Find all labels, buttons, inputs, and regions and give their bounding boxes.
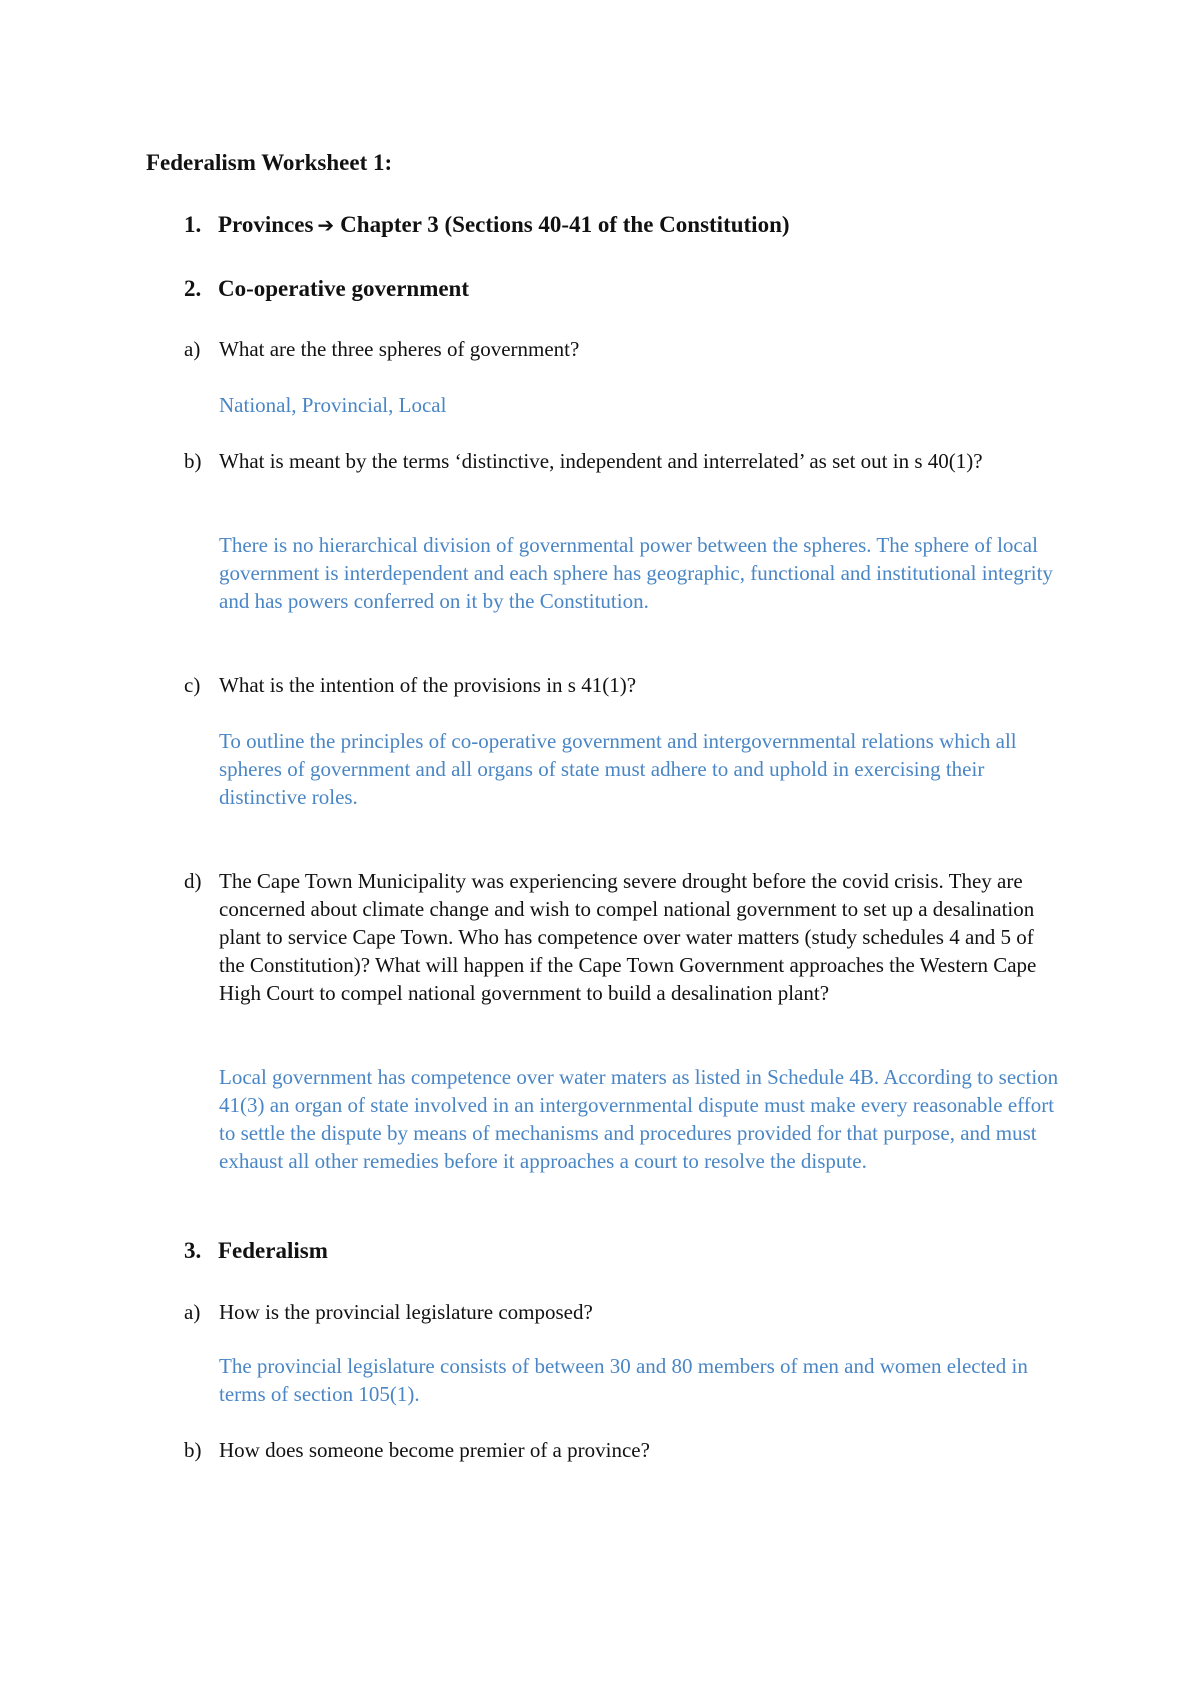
right-arrow-icon: ➔ xyxy=(317,213,335,237)
question-text: What are the three spheres of government? xyxy=(219,337,580,361)
question-2a xyxy=(184,335,1064,363)
answer-3a: The provincial legislature consists of between 30 and 80 members of men and women elected in terms of section 105(1). xyxy=(219,1354,1028,1406)
question-letter: d) xyxy=(184,869,202,893)
section-number: 2. xyxy=(184,276,202,301)
page-title: Federalism Worksheet 1: xyxy=(146,150,393,175)
section-title-end: Chapter 3 (Sections 40-41 of the Constitution) xyxy=(340,212,790,237)
answer-2a: National, Provincial, Local xyxy=(219,393,447,417)
question-letter: b) xyxy=(184,449,202,473)
section-title: Federalism xyxy=(218,1238,328,1263)
question-3a xyxy=(184,1298,1064,1326)
answer-2d: Local government has competence over water maters as listed in Schedule 4B. According to section 41(3) an organ of state involved in an intergovernmental dispute must make every reasonable effort to settle the dispute by means of mechanisms and procedures provided for that purpose, and must exhaust all other remedies before it approaches a court to resolve the dispute. xyxy=(219,1065,1059,1173)
question-text: How does someone become premier of a province? xyxy=(219,1438,650,1462)
question-text: What is the intention of the provisions in s 41(1)? xyxy=(219,673,637,697)
answer-2b: There is no hierarchical division of governmental power between the spheres. The sphere of local government is interdependent and each sphere has geographic, functional and institutional integrity and has powers conferred on it by the Constitution. xyxy=(219,533,1053,613)
answer-2c: To outline the principles of co-operative government and intergovernmental relations which all spheres of government and all organs of state must adhere to and uphold in exercising their distinctive roles. xyxy=(219,729,1017,809)
question-3b xyxy=(184,1436,1064,1464)
section-number: 3. xyxy=(184,1238,202,1263)
question-text: How is the provincial legislature composed? xyxy=(219,1300,593,1324)
question-letter: b) xyxy=(184,1438,202,1462)
section-title xyxy=(218,210,790,240)
section-title: Co-operative government xyxy=(218,276,470,301)
section-number: 1. xyxy=(184,212,202,237)
question-letter: c) xyxy=(184,673,201,697)
question-2b xyxy=(184,447,1064,475)
question-2c xyxy=(184,671,1064,699)
section-title-start: Provinces xyxy=(218,212,314,237)
question-letter: a) xyxy=(184,337,201,361)
question-2d xyxy=(184,867,1064,1007)
question-text: The Cape Town Municipality was experiencing severe drought before the covid crisis. They are concerned about climate change and wish to compel national government to set up a desalination plant to service Cape Town. Who has competence over water matters (study schedules 4 and 5 of the Constitution)? What will happen if the Cape Town Government approaches the Western Cape High Court to compel national government to build a desalination plant? xyxy=(219,869,1037,1005)
question-text: What is meant by the terms ‘distinctive, independent and interrelated’ as set out in s 40(1)? xyxy=(219,449,983,473)
question-letter: a) xyxy=(184,1300,201,1324)
